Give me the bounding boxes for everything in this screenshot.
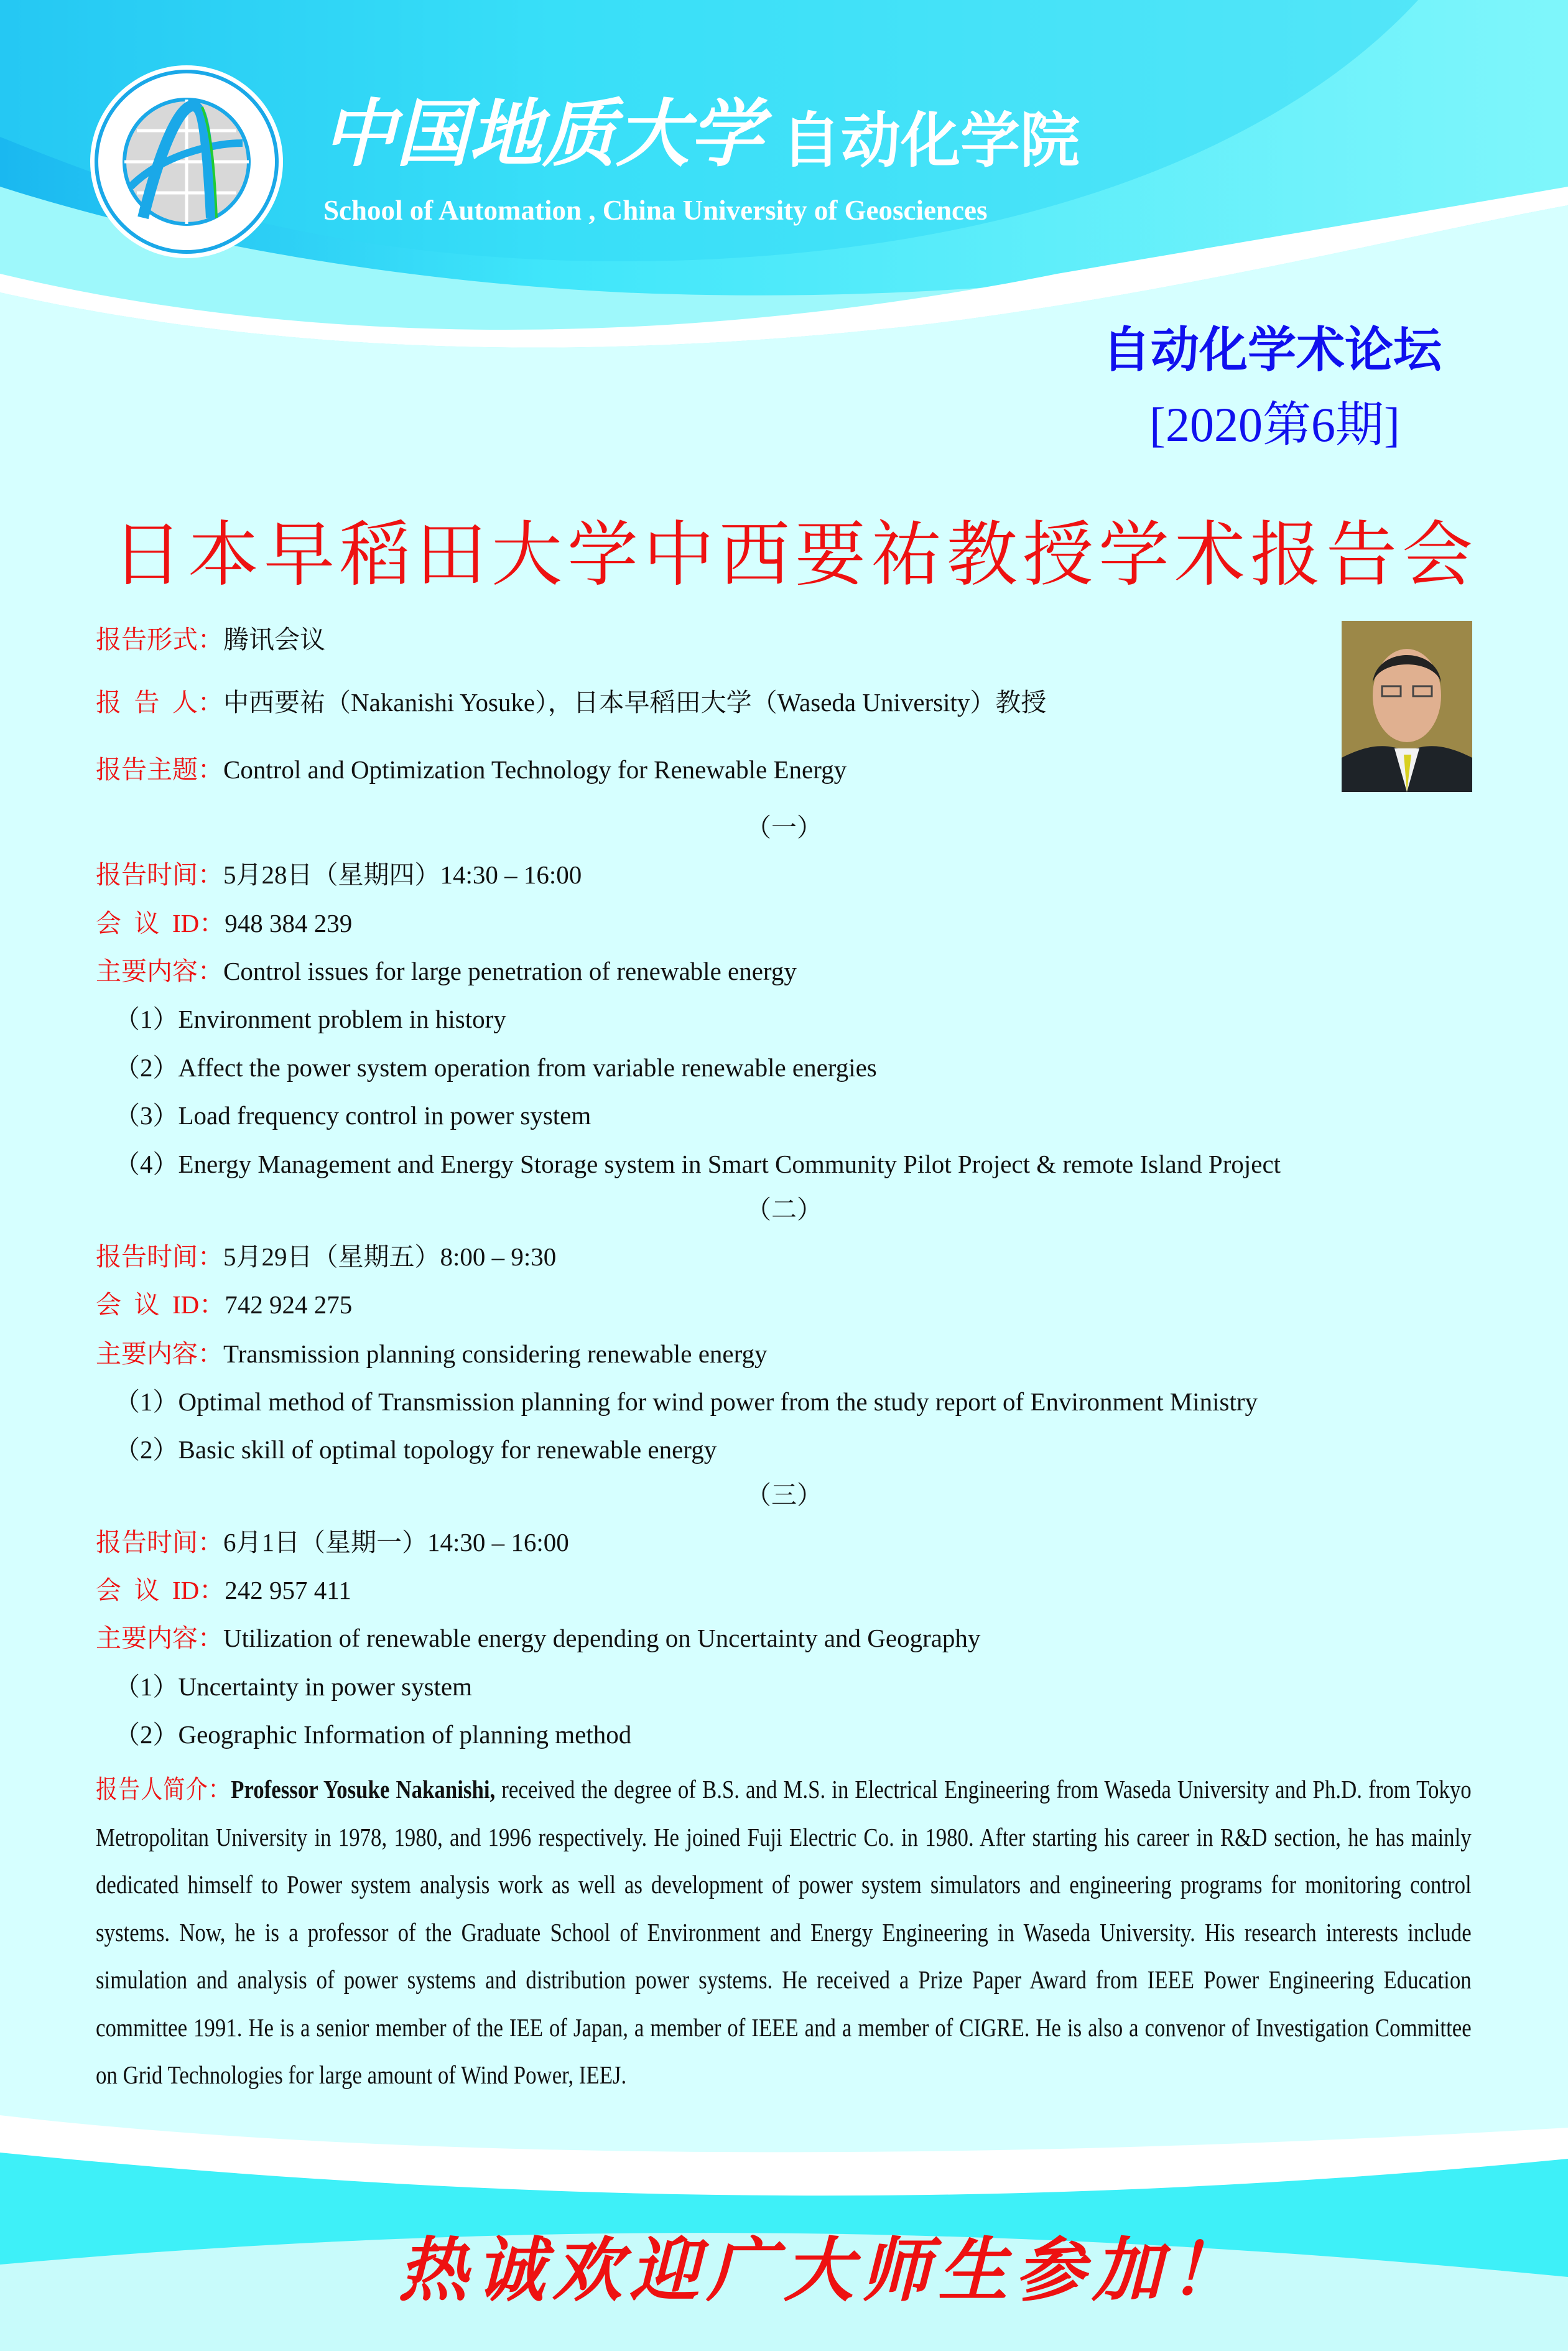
list-item: （3）Load frequency control in power system <box>114 1101 591 1130</box>
format-label: 报告形式： <box>96 625 223 654</box>
bio-text: received the degree of B.S. and M.S. in Electrical Engineering from Waseda University and Ph.D. from Tokyo Metropolitan University in 1978, 1980, and 1996 respectively. He joined Fuji Electric Co. in 1980. After starting his career in R&D section, he has mainly dedicated himself to Power system analysis work as well as development of power system simulators and engineering programs for monitoring control systems. Now, he is a professor of the Graduate School of Environment and Energy Engineering in Waseda University. His research interests include simulation and analysis of power systems and distribution power systems. He received a Prize Paper Award from IEEE Power Engineering Education committee 1991. He is a senior member of the IEE of Japan, a member of IEEE and a member of CIGRE. He is also a convenor of Investigation Committee on Grid Technologies for large amount of Wind Power, IEEJ. <box>96 1775 1472 2089</box>
session-heading: （三） <box>746 1481 822 1509</box>
content-value: Transmission planning considering renewable energy <box>223 1339 768 1368</box>
list-item: （2）Basic skill of optimal topology for renewable energy <box>114 1435 717 1464</box>
university-name-cn: 中国地质大学 <box>322 90 763 177</box>
meeting-id-value: 742 924 275 <box>225 1290 353 1319</box>
welcome-footer: 热诚欢迎广大师生参加！ <box>398 2230 1246 2311</box>
header-title-row <box>322 90 1080 177</box>
forum-name: 自动化学术论坛 <box>1102 322 1442 378</box>
speaker-label: 报 告 人： <box>96 688 223 717</box>
topic-value: Control and Optimization Technology for Renewable Energy <box>223 755 847 784</box>
content-label: 主要内容： <box>96 1339 223 1368</box>
content-value: Control issues for large penetration of renewable energy <box>223 957 797 985</box>
university-logo <box>87 62 286 261</box>
list-item: （1）Environment problem in history <box>114 1005 506 1033</box>
forum-issue: [2020第6期] <box>1149 398 1400 452</box>
speaker-bio <box>96 1766 1472 2099</box>
school-name-en: School of Automation , China University of Geosciences <box>323 195 988 226</box>
page-title: 日本早稻田大学中西要祐教授学术报告会 <box>112 513 1478 596</box>
meeting-id-value: 242 957 411 <box>225 1576 351 1604</box>
list-item: （2）Geographic Information of planning method <box>114 1720 632 1749</box>
bio-name: Professor Yosuke Nakanishi, <box>231 1775 496 1804</box>
school-name-cn: 自动化学院 <box>781 106 1080 176</box>
time-label: 报告时间： <box>96 1528 223 1557</box>
time-value: 6月1日（星期一）14:30 – 16:00 <box>223 1528 569 1557</box>
content-label: 主要内容： <box>96 957 223 985</box>
meeting-id-label: 会 议 ID： <box>96 1576 225 1604</box>
meeting-id-label: 会 议 ID： <box>96 909 225 938</box>
time-value: 5月29日（星期五）8:00 – 9:30 <box>223 1242 557 1271</box>
list-item: （1）Optimal method of Transmission planning for wind power from the study report of Environment Ministry <box>114 1387 1258 1416</box>
topic-label: 报告主题： <box>96 755 223 784</box>
bio-label: 报告人简介： <box>96 1775 231 1804</box>
time-label: 报告时间： <box>96 860 223 889</box>
meeting-id-value: 948 384 239 <box>225 909 353 938</box>
speaker-value: 中西要祐（Nakanishi Yosuke），日本早稻田大学（Waseda University）教授 <box>223 688 1047 717</box>
format-value: 腾讯会议 <box>223 625 325 654</box>
list-item: （4）Energy Management and Energy Storage system in Smart Community Pilot Project & remote Island Project <box>114 1150 1281 1178</box>
content-value: Utilization of renewable energy depending on Uncertainty and Geography <box>223 1624 981 1652</box>
time-value: 5月28日（星期四）14:30 – 16:00 <box>223 860 582 889</box>
speaker-photo <box>1342 621 1472 792</box>
time-label: 报告时间： <box>96 1242 223 1271</box>
list-item: （2）Affect the power system operation from variable renewable energies <box>114 1053 877 1082</box>
content-label: 主要内容： <box>96 1624 223 1652</box>
session-heading: （二） <box>746 1195 822 1224</box>
list-item: （1）Uncertainty in power system <box>114 1672 473 1701</box>
meeting-id-label: 会 议 ID： <box>96 1290 225 1319</box>
session-heading: （一） <box>746 813 822 842</box>
